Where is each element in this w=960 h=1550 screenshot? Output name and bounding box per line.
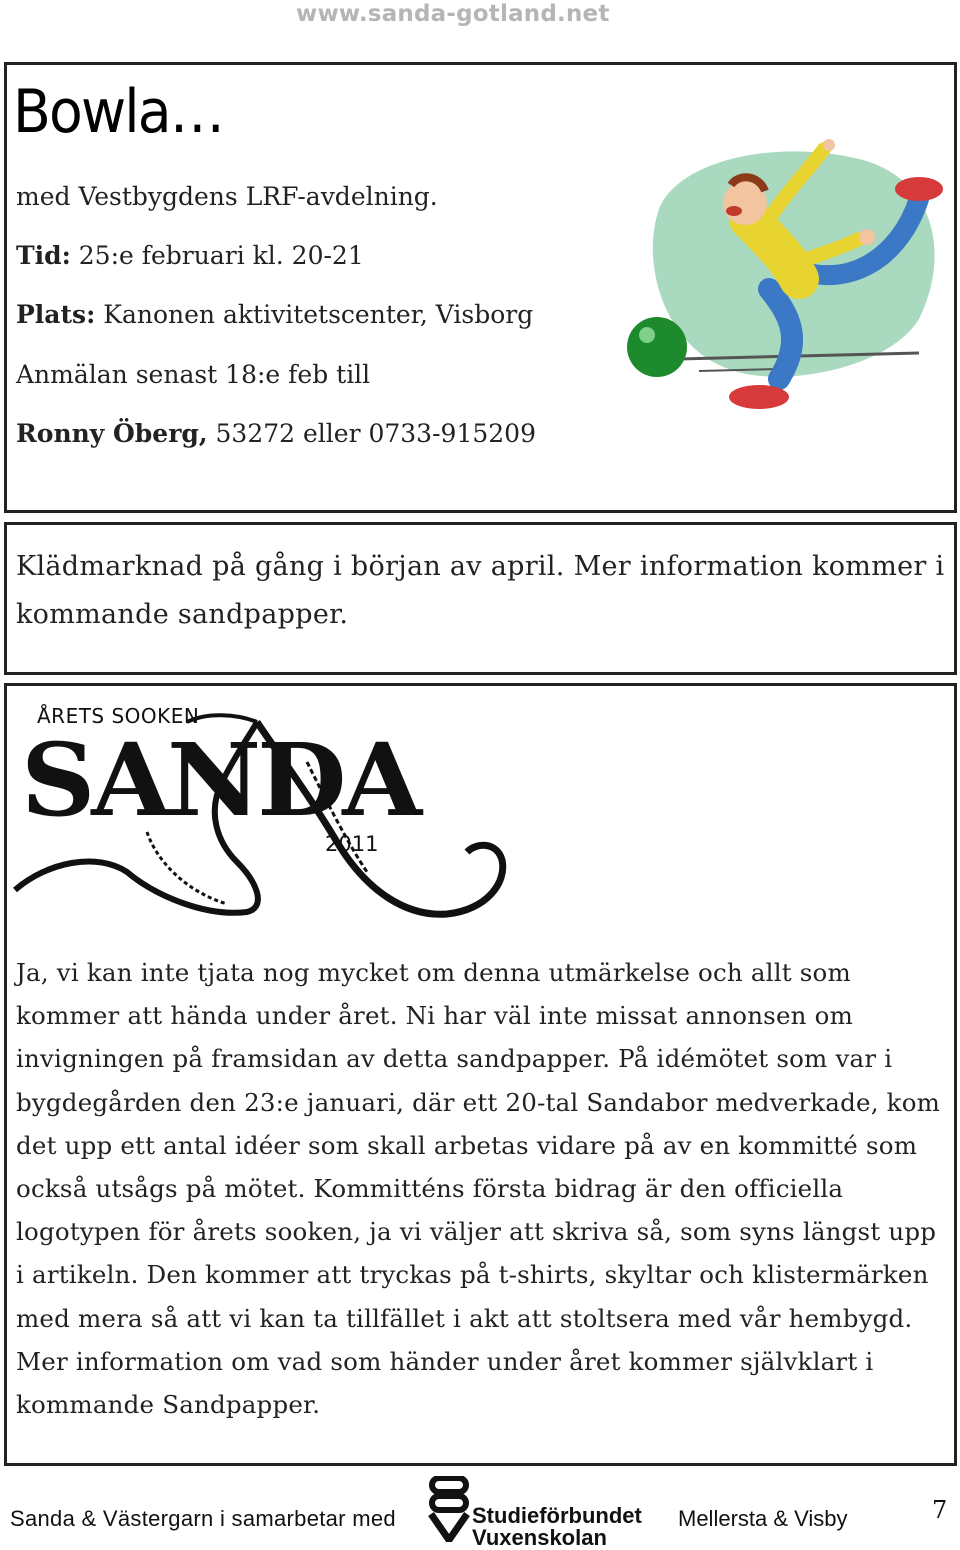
- bowling-box: [4, 62, 957, 513]
- page-number: 7: [932, 1496, 948, 1524]
- market-box: [4, 522, 957, 675]
- logo-year: 2011: [325, 832, 379, 856]
- site-url: www.sanda-gotland.net: [296, 1, 610, 27]
- contact-value: 53272 eller 0733-915209: [207, 419, 536, 448]
- logo-big-text: SANDA: [21, 721, 419, 839]
- footer-left-text: Sanda & Västergarn i samarbetar med: [10, 1506, 396, 1531]
- time-label: Tid:: [16, 241, 71, 270]
- bowling-time: [16, 240, 364, 272]
- footer: [0, 1468, 960, 1548]
- place-label: Plats:: [16, 300, 96, 329]
- studieforbundet-logo-icon: [428, 1476, 472, 1542]
- bowler-illustration: [619, 139, 955, 419]
- bowling-contact: [16, 418, 536, 450]
- place-value: Kanonen aktivitetscenter, Visborg: [95, 300, 534, 329]
- footer-org-line1: Studieförbundet: [472, 1503, 642, 1528]
- sanda-logo: [7, 692, 527, 932]
- logo-small-text: ÅRETS SOOKEN: [37, 704, 200, 728]
- time-value: 25:e februari kl. 20-21: [70, 241, 364, 270]
- footer-region: Mellersta & Visby: [678, 1506, 848, 1531]
- sooken-body: Ja, vi kan inte tjata nog mycket om denna utmärkelse och allt som kommer att hända under året. Ni har väl inte missat annonsen om invigningen på framsidan av detta sandpapper. På idémötet som var i bygdegården den 23:e januari, där ett 20-tal Sandabor medverkade, kom det upp ett antal idéer som skall arbetas vidare på av en kommitté som också utsågs på mötet. Kommitténs första bidrag är den officiella logotypen för årets sooken, ja vi väljer att skriva så, som syns längst upp i artikeln. Den kommer att tryckas på t-shirts, skyltar och klistermärken med mera så att vi kan ta tillfället i akt att stoltsera med vår hembygd. Mer information om vad som händer under året kommer självklart i kommande Sandpapper.: [16, 958, 941, 1420]
- bowling-signup: Anmälan senast 18:e feb till: [16, 360, 371, 389]
- contact-name: Ronny Öberg,: [16, 419, 208, 448]
- bowling-title: Bowla…: [13, 77, 224, 147]
- market-text: Klädmarknad på gång i början av april. Mer information kommer i kommande sandpapper.: [16, 551, 945, 630]
- bowling-organizer: med Vestbygdens LRF-avdelning.: [16, 182, 438, 211]
- sooken-box: [4, 683, 957, 1466]
- bowling-place: [16, 299, 533, 331]
- footer-org-line2: Vuxenskolan: [472, 1525, 607, 1550]
